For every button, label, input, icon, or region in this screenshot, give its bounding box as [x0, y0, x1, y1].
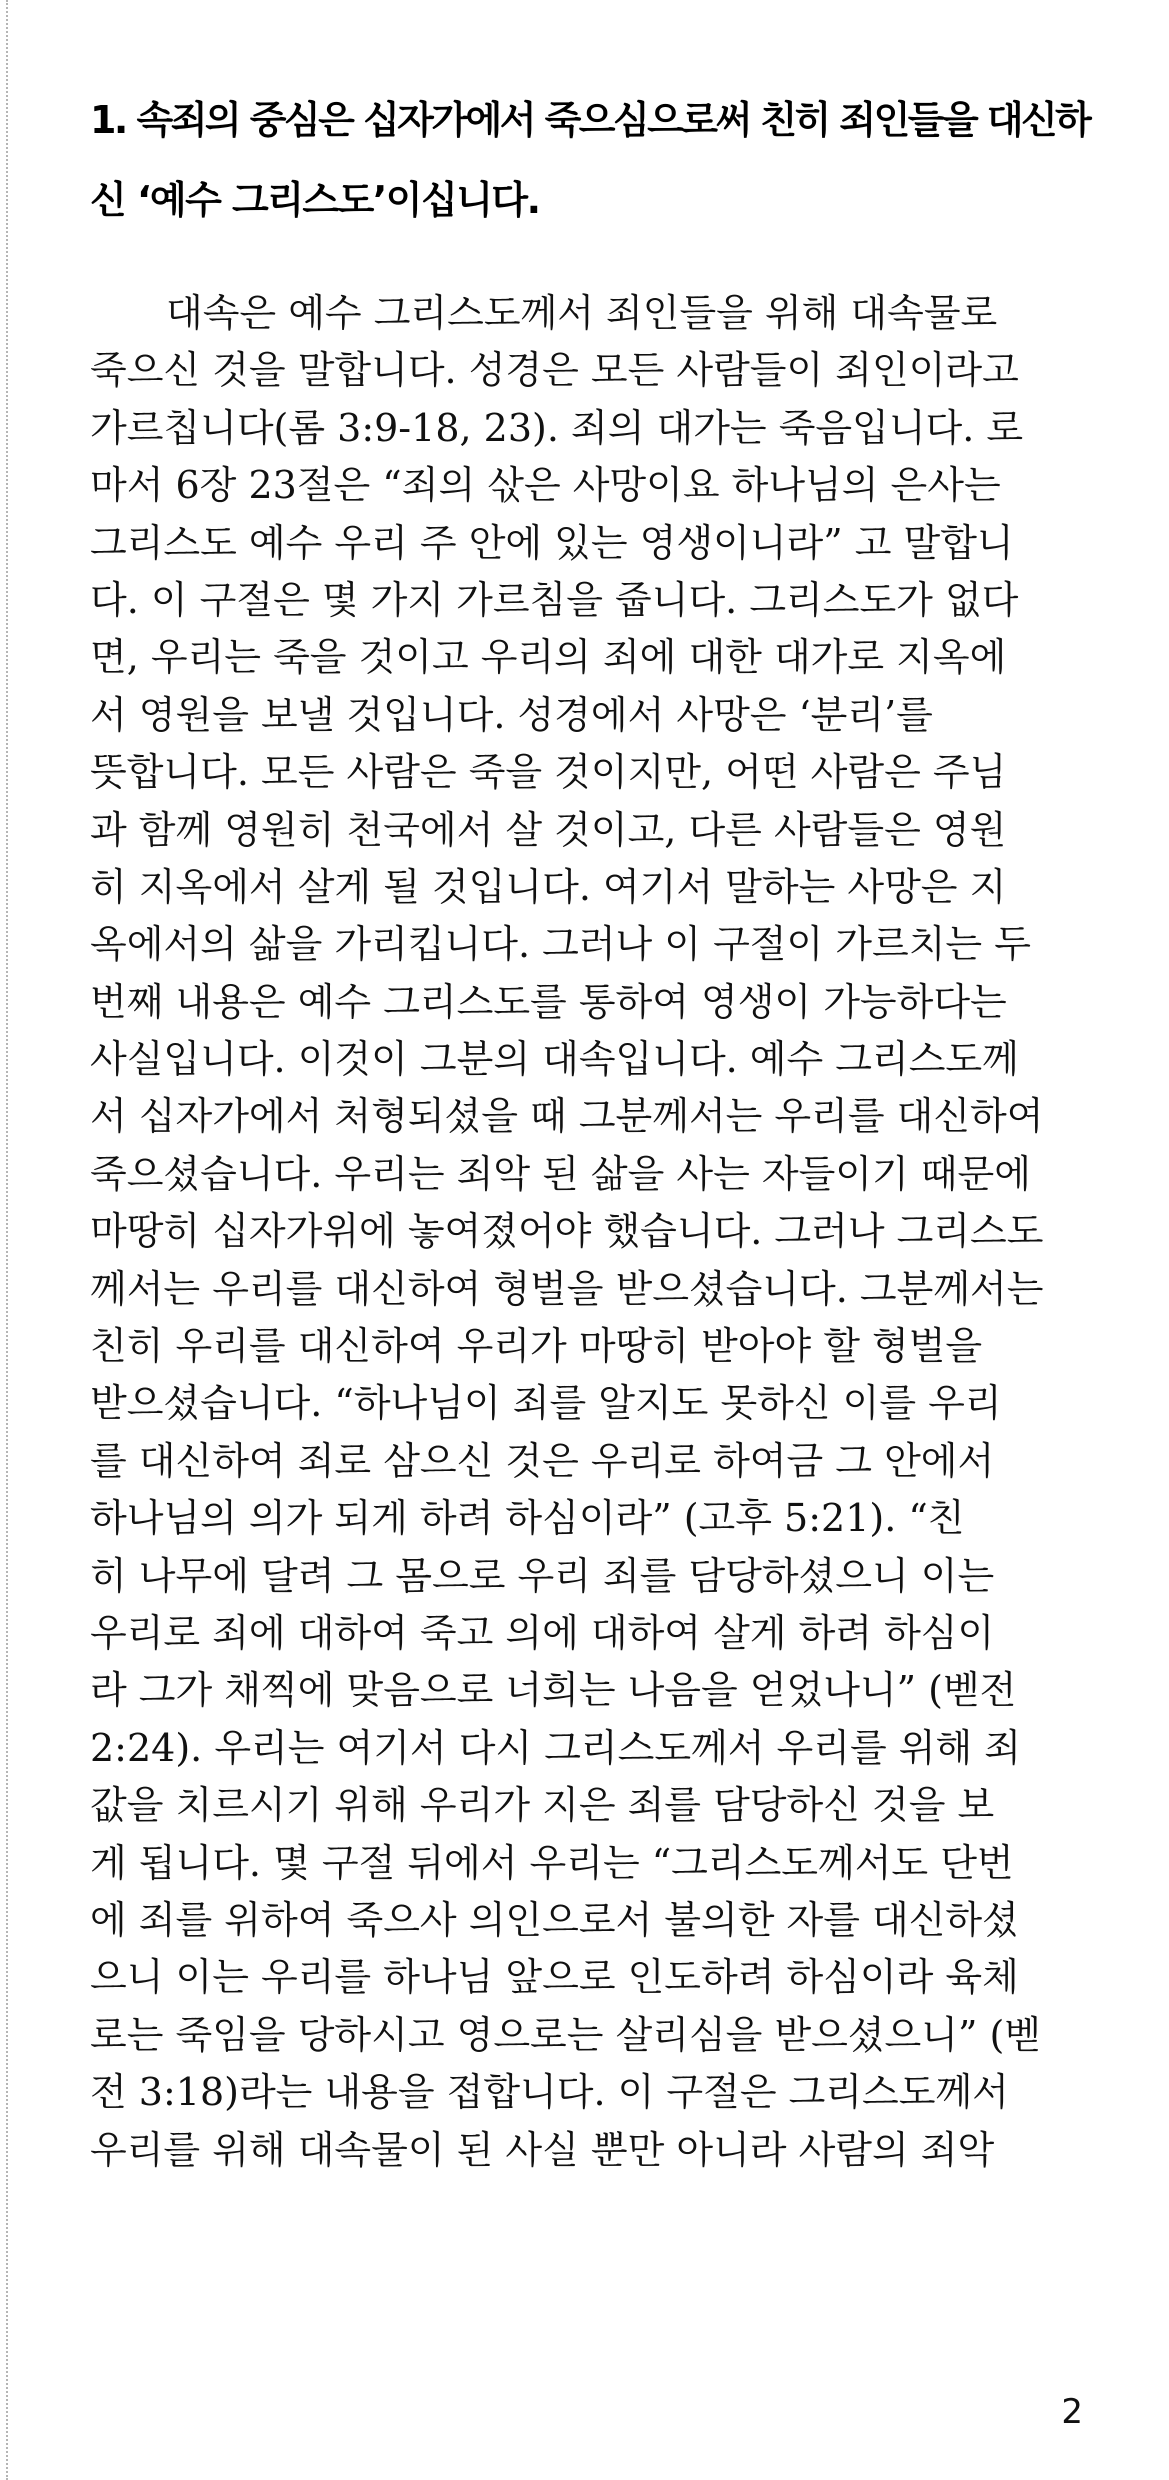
paragraph-line: 우리로 죄에 대하여 죽고 의에 대하여 살게 하려 하심이: [90, 1610, 995, 1655]
paragraph-line: 죽으신 것을 말합니다. 성경은 모든 사람들이 죄인이라고: [90, 348, 1019, 393]
paragraph-line: 전 3:18)라는 내용을 접합니다. 이 구절은 그리스도께서: [90, 2070, 1009, 2115]
paragraph-line: 받으셨습니다. “하나님이 죄를 알지도 못하신 이를 우리: [90, 1381, 1002, 1426]
paragraph-line: 그리스도 예수 우리 주 안에 있는 영생이니라” 고 말합니: [90, 520, 1014, 565]
paragraph-line: 으니 이는 우리를 하나님 앞으로 인도하려 하심이라 육체: [90, 1955, 1019, 2000]
paragraph-line: 히 나무에 달려 그 몸으로 우리 죄를 담당하셨으니 이는: [90, 1553, 995, 1598]
paragraph-line: 께서는 우리를 대신하여 형벌을 받으셨습니다. 그분께서는: [90, 1266, 1044, 1311]
paragraph-line: 히 지옥에서 살게 될 것입니다. 여기서 말하는 사망은 지: [90, 864, 1007, 909]
section-heading-line: 신 ‘예수 그리스도’이십니다.: [90, 178, 540, 222]
page-number: 2: [1061, 2392, 1083, 2432]
paragraph-line: 에 죄를 위하여 죽으사 의인으로서 불의한 자를 대신하셨: [90, 1897, 1019, 1942]
paragraph-line: 2:24). 우리는 여기서 다시 그리스도께서 우리를 위해 죄: [90, 1725, 1021, 1770]
paragraph-line: 면, 우리는 죽을 것이고 우리의 죄에 대한 대가로 지옥에: [90, 635, 1007, 680]
paragraph-line: 우리를 위해 대속물이 된 사실 뿐만 아니라 사람의 죄악: [90, 2127, 995, 2172]
paragraph-line: 값을 치르시기 위해 우리가 지은 죄를 담당하신 것을 보: [90, 1783, 995, 1828]
paragraph-line: 다. 이 구절은 몇 가지 가르침을 줍니다. 그리스도가 없다: [90, 577, 1019, 622]
paragraph-line: 를 대신하여 죄로 삼으신 것은 우리로 하여금 그 안에서: [90, 1438, 995, 1483]
paragraph-line: 가르칩니다(롬 3:9-18, 23). 죄의 대가는 죽음입니다. 로: [90, 405, 1024, 450]
paragraph-line: 로는 죽임을 당하시고 영으로는 살리심을 받으셨으니” (벧: [90, 2012, 1042, 2057]
body-paragraph: [90, 285, 1090, 2179]
paragraph-line: 뜻합니다. 모든 사람은 죽을 것이지만, 어떤 사람은 주님: [90, 750, 1007, 795]
paragraph-line: 대속은 예수 그리스도께서 죄인들을 위해 대속물로: [90, 291, 998, 335]
section-heading: [90, 80, 1090, 240]
paragraph-line: 게 됩니다. 몇 구절 뒤에서 우리는 “그리스도께서도 단번: [90, 1840, 1014, 1885]
paragraph-line: 옥에서의 삶을 가리킵니다. 그러나 이 구절이 가르치는 두: [90, 922, 1031, 967]
paragraph-line: 마서 6장 23절은 “죄의 삯은 사망이요 하나님의 은사는: [90, 463, 1001, 508]
paragraph-line: 번째 내용은 예수 그리스도를 통하여 영생이 가능하다는: [90, 979, 1007, 1024]
paragraph-line: 사실입니다. 이것이 그분의 대속입니다. 예수 그리스도께: [90, 1037, 1019, 1082]
paragraph-line: 죽으셨습니다. 우리는 죄악 된 삶을 사는 자들이기 때문에: [90, 1151, 1031, 1196]
paragraph-line: 서 영원을 보낼 것입니다. 성경에서 사망은 ‘분리’를: [90, 692, 933, 737]
paragraph-line: 마땅히 십자가위에 놓여졌어야 했습니다. 그러나 그리스도: [90, 1209, 1044, 1254]
paragraph-line: 라 그가 채찍에 맞음으로 너희는 나음을 얻었나니” (벧전: [90, 1668, 1017, 1713]
paragraph-line: 서 십자가에서 처형되셨을 때 그분께서는 우리를 대신하여: [90, 1094, 1044, 1139]
paragraph-line: 하나님의 의가 되게 하려 하심이라” (고후 5:21). “친: [90, 1496, 965, 1541]
section-heading-line: 1. 속죄의 중심은 십자가에서 죽으심으로써 친히 죄인들을 대신하: [90, 98, 1090, 142]
paragraph-line: 친히 우리를 대신하여 우리가 마땅히 받아야 할 형벌을: [90, 1324, 983, 1369]
paragraph-line: 과 함께 영원히 천국에서 살 것이고, 다른 사람들은 영원: [90, 807, 1007, 852]
page-margin-dotted-rule: [6, 0, 8, 2480]
